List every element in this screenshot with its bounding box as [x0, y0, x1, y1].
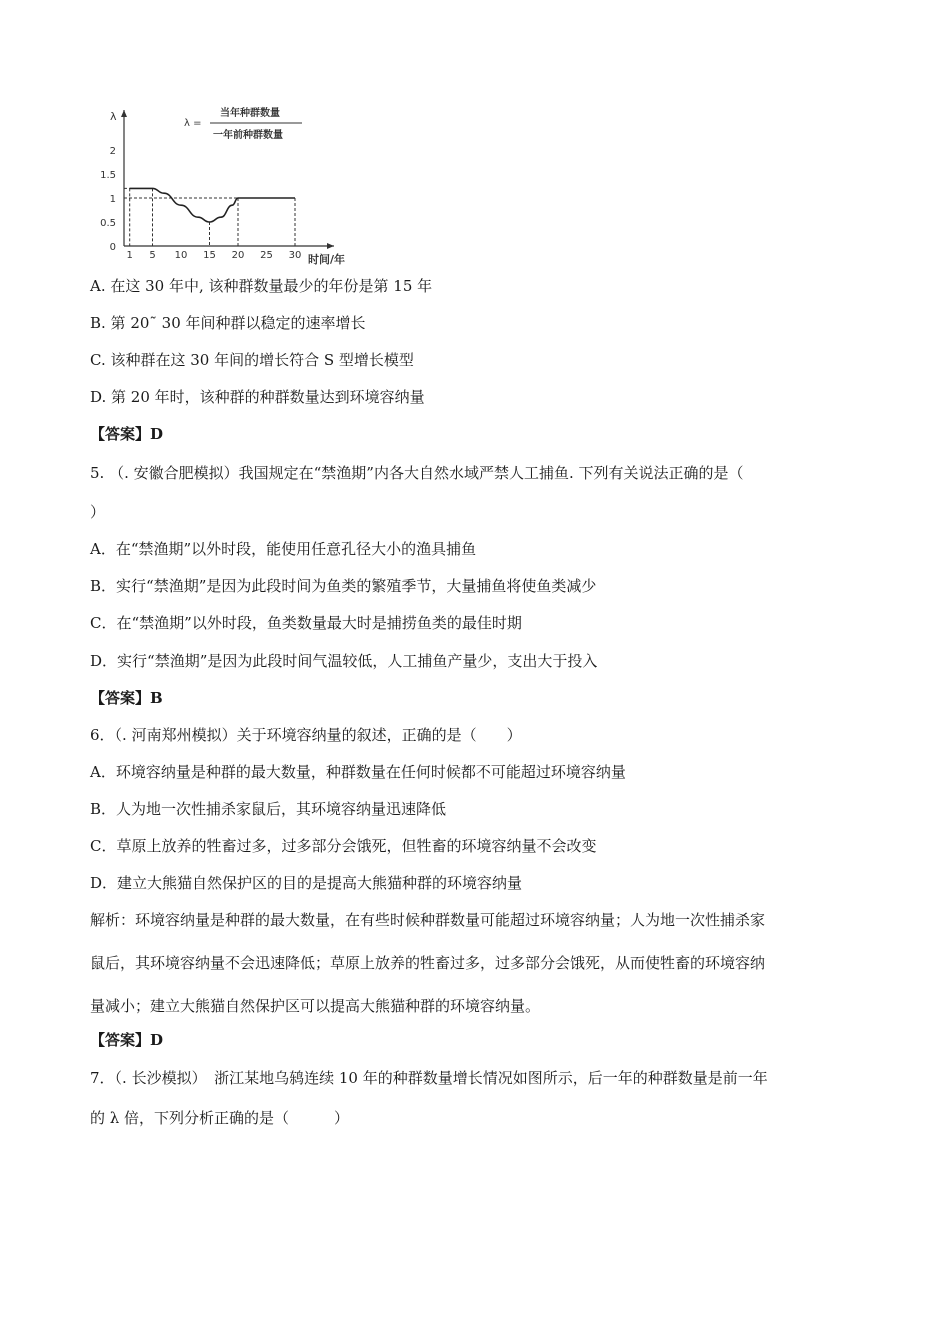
chart-ticks — [100, 146, 301, 261]
option-a-q5: A．在“禁渔期”以外时段，能使用任意孔径大小的渔具捕鱼 — [90, 540, 477, 558]
option-d-q6: D．建立大熊猫自然保护区的目的是提高大熊猫种群的环境容纳量 — [90, 874, 523, 892]
chart-series — [124, 188, 295, 246]
option-a-q4: A. 在这 30 年中, 该种群数量最少的年份是第 15 年 — [90, 277, 433, 295]
lambda-curve — [130, 188, 295, 222]
answer-q4: 【答案】D — [90, 425, 164, 443]
question-7-cont: 的 λ 倍，下列分析正确的是（ ） — [90, 1109, 350, 1127]
formula-denominator: 一年前种群数量 — [213, 130, 283, 141]
analysis-q6-2: 鼠后，其环境容纳量不会迅速降低；草原上放养的牲畜过多，过多部分会饿死，从而使牲畜的环境容纳 — [90, 954, 766, 972]
x-tick-label: 1 — [126, 250, 133, 261]
x-axis-arrow — [327, 243, 334, 249]
question-6: 6．（. 河南郑州模拟）关于环境容纳量的叙述，正确的是（ ） — [90, 726, 522, 744]
analysis-q6-1: 解析：环境容纳量是种群的最大数量，在有些时候种群数量可能超过环境容纳量；人为地一次性捕杀家 — [90, 911, 766, 929]
chart-formula — [184, 106, 302, 141]
option-d-q5: D．实行“禁渔期”是因为此段时间气温较低，人工捕鱼产量少，支出大于投入 — [90, 652, 598, 670]
y-tick-label: 1 — [109, 194, 116, 205]
x-tick-label: 20 — [231, 250, 245, 261]
y-tick-label: 1.5 — [100, 170, 116, 181]
x-tick-label: 15 — [203, 250, 216, 261]
x-tick-label: 25 — [260, 250, 273, 261]
option-b-q4: B. 第 20˜ 30 年间种群以稳定的速率增长 — [90, 314, 366, 332]
analysis-q6-3: 量减小；建立大熊猫自然保护区可以提高大熊猫种群的环境容纳量。 — [90, 997, 541, 1015]
question-5-cont: ） — [90, 503, 106, 521]
option-c-q5: C．在“禁渔期”以外时段，鱼类数量最大时是捕捞鱼类的最佳时期 — [90, 614, 522, 632]
option-b-q5: B．实行“禁渔期”是因为此段时间为鱼类的繁殖季节，大量捕鱼将使鱼类减少 — [90, 577, 597, 595]
option-b-q6: B．人为地一次性捕杀家鼠后，其环境容纳量迅速降低 — [90, 800, 447, 818]
y-axis-arrow — [121, 110, 127, 117]
formula-numerator: 当年种群数量 — [220, 108, 280, 119]
y-axis-label: λ — [110, 110, 117, 123]
formula-lhs: λ = — [184, 118, 202, 129]
x-axis-label: 时间/年 — [308, 253, 346, 266]
answer-q5: 【答案】B — [90, 689, 163, 707]
y-tick-label: 0 — [109, 242, 116, 253]
option-d-q4: D. 第 20 年时，该种群的种群数量达到环境容纳量 — [90, 388, 425, 406]
option-a-q6: A．环境容纳量是种群的最大数量，种群数量在任何时候都不可能超过环境容纳量 — [90, 763, 626, 781]
y-tick-label: 0.5 — [100, 218, 116, 229]
lambda-chart — [96, 100, 356, 268]
y-tick-label: 2 — [109, 146, 116, 157]
x-tick-label: 5 — [149, 250, 156, 261]
option-c-q4: C. 该种群在这 30 年间的增长符合 S 型增长模型 — [90, 351, 414, 369]
option-c-q6: C．草原上放养的牲畜过多，过多部分会饿死，但牲畜的环境容纳量不会改变 — [90, 837, 597, 855]
answer-q6: 【答案】D — [90, 1031, 164, 1049]
question-5: 5. （. 安徽合肥模拟）我国规定在“禁渔期”内各大自然水域严禁人工捕鱼. 下列有关说法正确的是（ — [90, 464, 744, 482]
x-tick-label: 30 — [288, 250, 302, 261]
x-tick-label: 10 — [174, 250, 188, 261]
question-7: 7．（. 长沙模拟） 浙江某地乌鸫连续 10 年的种群数量增长情况如图所示，后一年的种群数量是前一年 — [90, 1069, 768, 1087]
